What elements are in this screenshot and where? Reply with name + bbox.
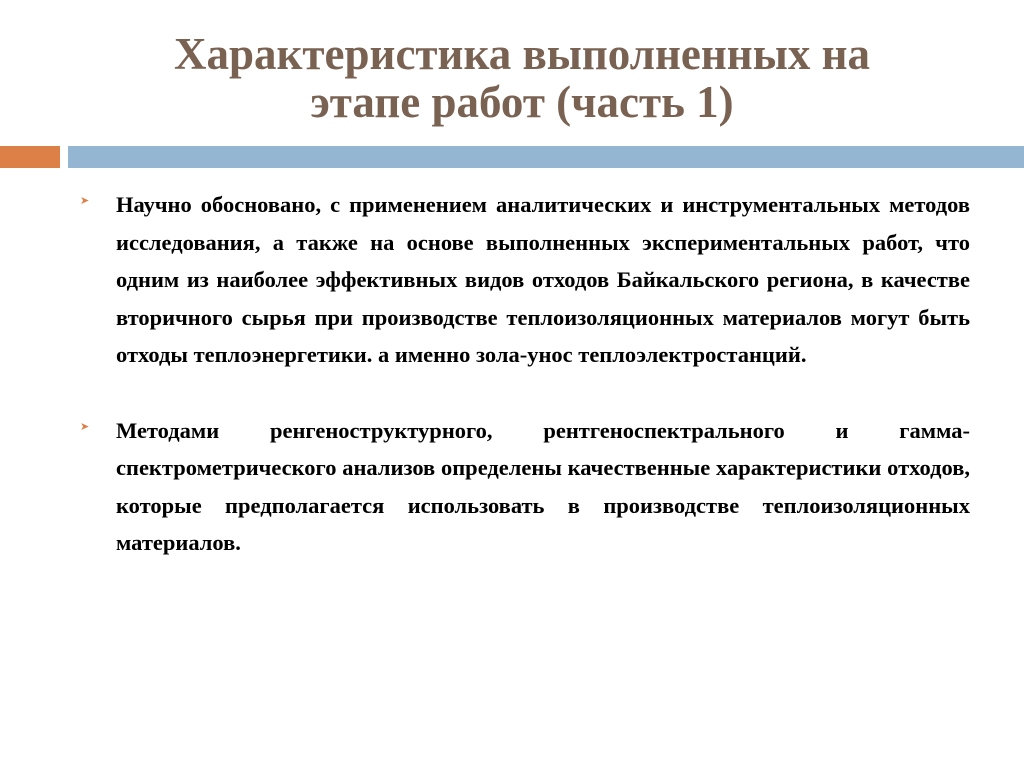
bullet-item [80, 412, 970, 562]
bullet-text: Научно обосновано, с применением аналитических и инструментальных методов исследования, а также на основе выполненных экспериментальных работ, что одним из наиболее эффективных видов отходов Байкальского региона, в качестве вторичного сырья при производстве теплоизоляционных материалов могут быть отходы теплоэнергетики. а именно зола-унос теплоэлектростанций. [116, 192, 970, 367]
chevron-arrow-icon: ➤ [80, 194, 90, 207]
bullet-text: Методами ренгеноструктурного, рентгеноспектрального и гамма-спектрометрического анализов определены качественные характеристики отходов, которые предполагается использовать в производстве теплоизоляционных материалов. [116, 417, 970, 555]
accent-bar-orange [0, 146, 60, 168]
bullet-item [80, 186, 970, 374]
slide-title [60, 30, 984, 126]
chevron-arrow-icon: ➤ [80, 419, 90, 433]
accent-bar-blue [68, 146, 1024, 168]
slide-content [80, 186, 970, 600]
slide-title-line-2: этапе работ (часть 1) [310, 77, 734, 127]
slide-title-line-1: Характеристика выполненных на [173, 29, 871, 79]
